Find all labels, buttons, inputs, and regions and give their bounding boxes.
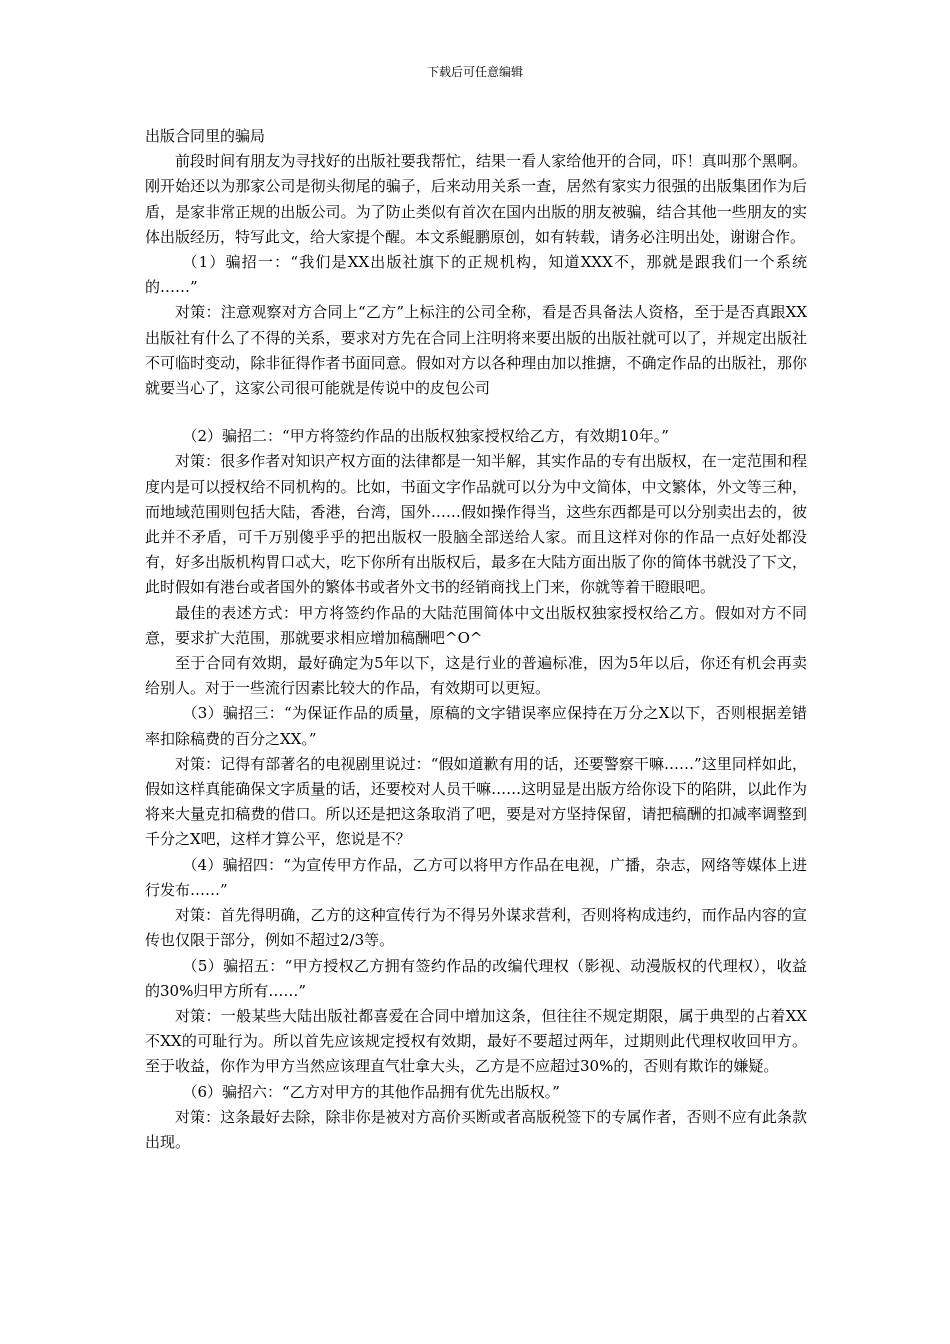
paragraph-gap [145, 401, 807, 424]
counter-6: 对策：这条最好去除，除非你是被对方高价买断或者高版税签下的专属作者，否则不应有此条款出现。 [145, 1107, 807, 1151]
intro-paragraph: 前段时间有朋友为寻找好的出版社要我帮忙，结果一看人家给他开的合同，吓！真叫那个黑啊。刚开始还以为那家公司是彻头彻尾的骗子，后来动用关系一查，居然有家实力很强的出版集团作为后盾，是家非常正规的出版公司。为了防止类似有首次在国内出版的朋友被骗，结合其他一些朋友的实体出版经历，特写此文，给大家提个醒。本文系鲲鹏原创，如有转载，请务必注明出处，谢谢合作。 [145, 152, 807, 246]
counter-4: 对策：首先得明确，乙方的这种宣传行为不得另外谋求营利，否则将构成违约，而作品内容的宣传也仅限于部分，例如不超过2/3等。 [145, 906, 807, 950]
trick-2: （2）骗招二：“甲方将签约作品的出版权独家授权给乙方，有效期10年。” [182, 427, 669, 446]
trick-6: （6）骗招六：“乙方对甲方的其他作品拥有优先出版权。” [182, 1082, 560, 1101]
trick-1: （1）骗招一：“我们是XX出版社旗下的正规机构，知道XXX不，那就是跟我们一个系统的……” [145, 253, 807, 297]
trick-5: （5）骗招五：“甲方授权乙方拥有签约作品的改编代理权（影视、动漫版权的代理权），收益的30%归甲方所有……” [145, 956, 807, 1000]
document-body [145, 124, 807, 1155]
validity-note: 至于合同有效期，最好确定为5年以下，这是行业的普遍标准，因为5年以后，你还有机会再卖给别人。对于一些流行因素比较大的作品，有效期可以更短。 [145, 654, 807, 698]
trick-3: （3）骗招三：“为保证作品的质量，原稿的文字错误率应保持在万分之X以下，否则根据差错率扣除稿费的百分之XX。” [145, 704, 807, 748]
counter-2: 对策：很多作者对知识产权方面的法律都是一知半解，其实作品的专有出版权，在一定范围和程度内是可以授权给不同机构的。比如，书面文字作品就可以分为中文简体，中文繁体，外文等三种，而地域范围则包括大陆，香港，台湾，国外……假如操作得当，这些东西都是可以分别卖出去的，彼此并不矛盾，可千万别傻乎乎的把出版权一股脑全部送给人家。而且这样对你的作品一点好处都没有，好多出版机构胃口忒大，吃下你所有出版权后，最多在大陆方面出版了你的简体书就没了下文，此时假如有港台或者国外的繁体书或者外文书的经销商找上门来，你就等着干瞪眼吧。 [145, 452, 807, 597]
counter-5: 对策：一般某些大陆出版社都喜爱在合同中增加这条，但往往不规定期限，属于典型的占着XX不XX的可耻行为。所以首先应该规定授权有效期，最好不要超过两年，过期则此代理权收回甲方。至于收益，你作为甲方当然应该理直气壮拿大头，乙方是不应超过30%的，否则有欺诈的嫌疑。 [145, 1006, 807, 1076]
counter-1: 对策：注意观察对方合同上“乙方”上标注的公司全称，看是否具备法人资格，至于是否真跟XX出版社有什么了不得的关系，要求对方先在合同上注明将来要出版的出版社就可以了，并规定出版社不可临时变动，除非征得作者书面同意。假如对方以各种理由加以推搪，不确定作品的出版社，那你就要当心了，这家公司很可能就是传说中的皮包公司 [145, 303, 807, 398]
page-header: 下载后可任意编辑 [426, 65, 523, 79]
best-expression: 最佳的表述方式：甲方将签约作品的大陆范围简体中文出版权独家授权给乙方。假如对方不同意，要求扩大范围，那就要求相应增加稿酬吧^O^ [145, 603, 807, 647]
document-title: 出版合同里的骗局 [145, 127, 266, 145]
counter-3: 对策：记得有部著名的电视剧里说过：“假如道歉有用的话，还要警察干嘛……”这里同样如此，假如这样真能确保文字质量的话，还要校对人员干嘛……这明显是出版方给你设下的陷阱，以此作为将来大量克扣稿费的借口。所以还是把这条取消了吧，要是对方坚持保留，请把稿酬的扣减率调整到千分之X吧，这样才算公平，您说是不？ [145, 754, 807, 849]
trick-4: （4）骗招四：“为宣传甲方作品，乙方可以将甲方作品在电视，广播，杂志，网络等媒体上进行发布……” [145, 855, 807, 899]
